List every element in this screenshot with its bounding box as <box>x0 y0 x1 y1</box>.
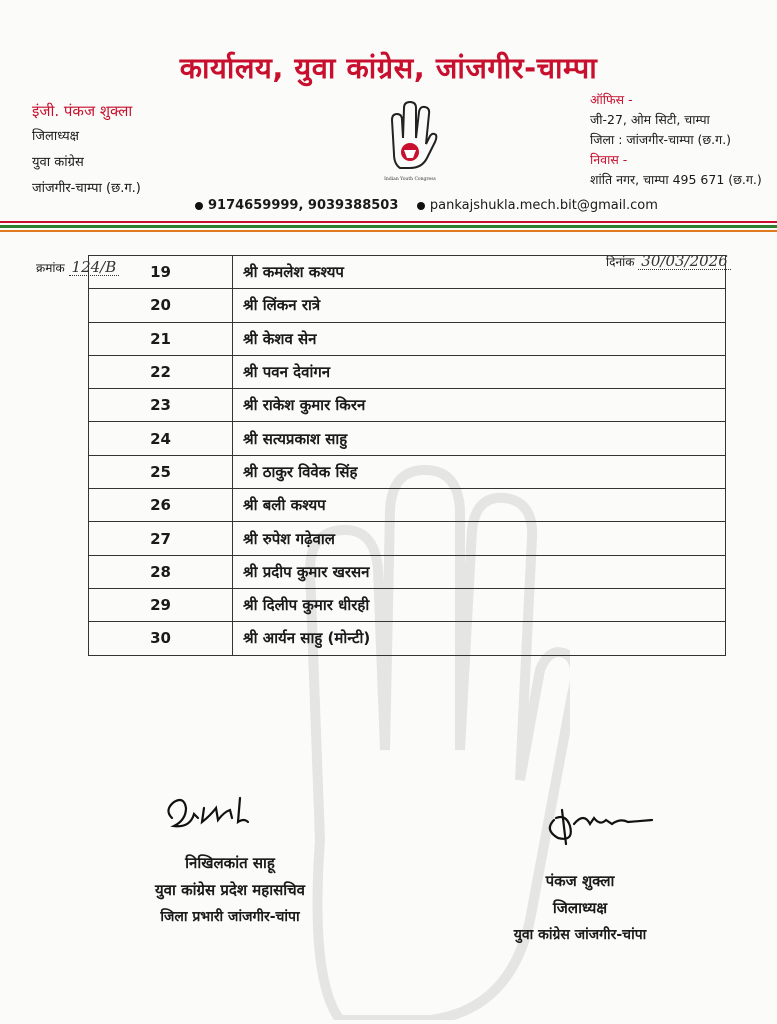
divider-red <box>0 221 777 223</box>
office-label: ऑफिस - <box>590 92 633 107</box>
president-district: जांजगीर-चाम्पा (छ.ग.) <box>32 181 141 196</box>
president-org: युवा कांग्रेस <box>32 155 84 170</box>
table-row <box>89 355 726 388</box>
residence-line: शांति नगर, चाम्पा 495 671 (छ.ग.) <box>590 172 762 187</box>
table-row <box>89 555 726 588</box>
ref-value: 124/B <box>71 258 117 276</box>
row-member-name: श्री रुपेश गढ़ेवाल <box>233 522 726 555</box>
president-designation: जिलाध्यक्ष <box>32 129 79 144</box>
row-number: 21 <box>89 322 233 355</box>
row-number: 19 <box>89 256 233 289</box>
congress-hand-logo <box>382 94 438 184</box>
row-number: 20 <box>89 289 233 322</box>
signatory-right-block <box>480 868 680 949</box>
row-member-name: श्री पवन देवांगन <box>233 355 726 388</box>
office-title: कार्यालय, युवा कांग्रेस, जांजगीर-चाम्पा <box>179 51 598 85</box>
date-value: 30/03/2026 <box>641 252 728 270</box>
president-name: इंजी. पंकज शुक्ला <box>32 102 133 120</box>
office-line2: जिला : जांजगीर-चाम्पा (छ.ग.) <box>590 132 732 147</box>
row-number: 26 <box>89 489 233 522</box>
divider-saffron <box>0 230 777 232</box>
table-row <box>89 322 726 355</box>
row-member-name: श्री सत्यप्रकाश साहु <box>233 422 726 455</box>
president-block <box>32 98 141 202</box>
divider-green <box>0 225 777 228</box>
row-number: 27 <box>89 522 233 555</box>
row-number: 23 <box>89 389 233 422</box>
signatory-right-name: पंकज शुक्ला <box>545 872 615 890</box>
row-member-name: श्री आर्यन साहु (मोन्टी) <box>233 622 726 655</box>
address-block <box>590 90 762 190</box>
logo-caption: Indian Youth Congress <box>384 177 436 182</box>
row-number: 28 <box>89 555 233 588</box>
row-member-name: श्री लिंकन रात्रे <box>233 289 726 322</box>
row-member-name: श्री केशव सेन <box>233 322 726 355</box>
table-row <box>89 588 726 621</box>
row-number: 30 <box>89 622 233 655</box>
office-line1: जी-27, ओम सिटी, चाम्पा <box>590 112 710 127</box>
table-row <box>89 422 726 455</box>
date-label: दिनांक <box>606 255 635 269</box>
contact-line <box>195 198 658 213</box>
email-address: pankajshukla.mech.bit@gmail.com <box>429 198 658 213</box>
row-number: 22 <box>89 355 233 388</box>
table-row <box>89 389 726 422</box>
ref-label: क्रमांक <box>36 261 65 275</box>
signatory-right-designation: जिलाध्यक्ष <box>552 899 608 917</box>
signature-right <box>540 800 660 850</box>
email-bullet-icon <box>417 202 425 210</box>
phone-numbers: 9174659999, 9039388503 <box>208 198 399 213</box>
table-row <box>89 489 726 522</box>
row-number: 29 <box>89 588 233 621</box>
row-member-name: श्री ठाकुर विवेक सिंह <box>233 455 726 488</box>
members-table <box>88 255 726 656</box>
phone-bullet-icon <box>195 202 203 210</box>
table-row <box>89 522 726 555</box>
row-member-name: श्री दिलीप कुमार धीरही <box>233 588 726 621</box>
signatory-left-designation: युवा कांग्रेस प्रदेश महासचिव <box>154 881 305 899</box>
row-member-name: श्री बली कश्यप <box>233 489 726 522</box>
row-number: 25 <box>89 455 233 488</box>
table-row <box>89 256 726 289</box>
signatory-left-name: निखिलकांत साहू <box>185 854 275 872</box>
row-number: 24 <box>89 422 233 455</box>
residence-label: निवास - <box>590 152 628 167</box>
table-row <box>89 289 726 322</box>
row-member-name: श्री राकेश कुमार किरन <box>233 389 726 422</box>
table-row <box>89 622 726 655</box>
row-member-name: श्री प्रदीप कुमार खरसन <box>233 555 726 588</box>
signature-left <box>160 788 270 838</box>
row-member-name: श्री कमलेश कश्यप <box>233 256 726 289</box>
table-row <box>89 455 726 488</box>
signatory-left-block <box>100 850 360 931</box>
signatory-right-role: युवा कांग्रेस जांजगीर-चांपा <box>513 927 647 943</box>
signatory-left-role: जिला प्रभारी जांजगीर-चांपा <box>160 909 300 925</box>
